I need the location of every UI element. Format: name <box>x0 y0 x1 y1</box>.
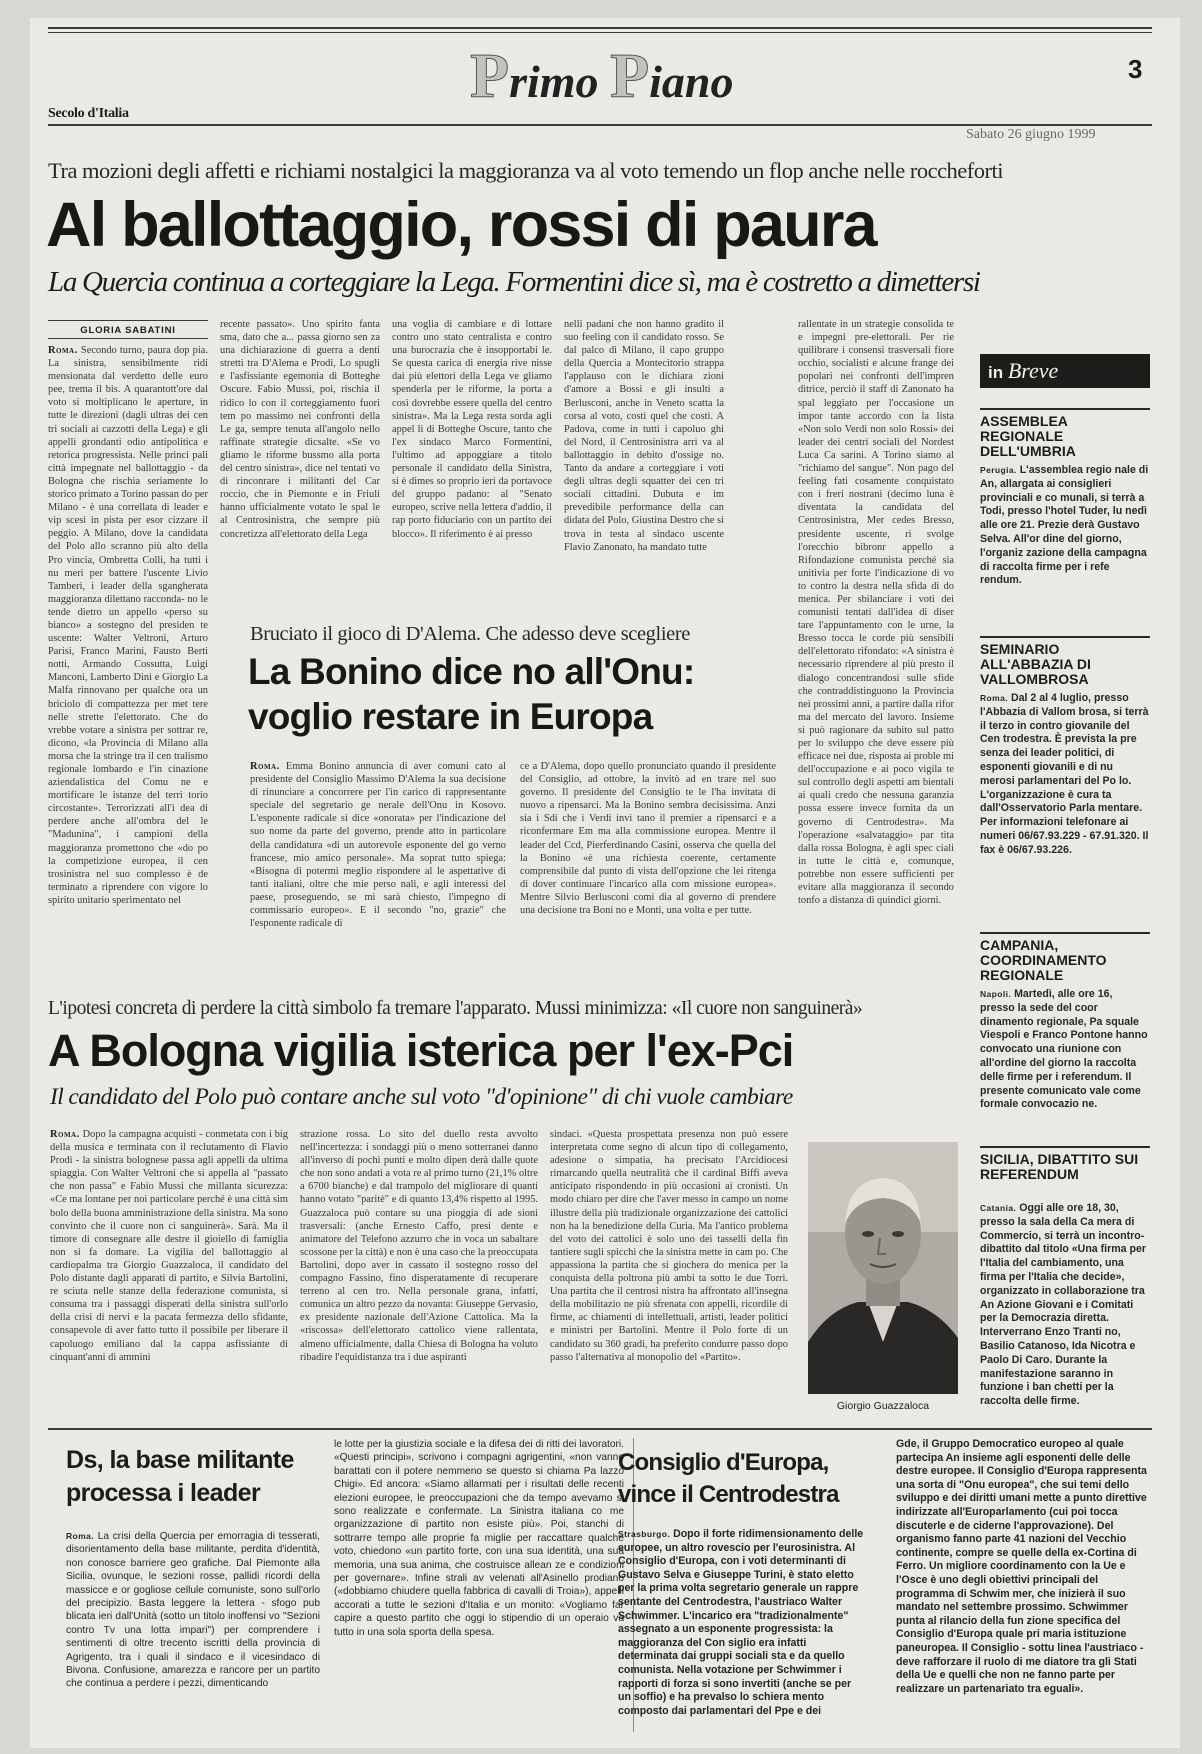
lead-headline: Al ballottaggio, rossi di paura <box>46 190 876 260</box>
section-title: Primo Piano <box>470 40 734 111</box>
lead-column-4: nelli padani che non hanno gradito il suo feeling con il candidato rosso. Se dal palco di Milano, il capo gruppo della Quercia a Montecitorio strappa l'applauso con le dichiara zioni d'amore a Bossi e gli insulti a Berlusconi, anche in Veneto scatta la corsa al voto, costi quel che costi. A Padova, come in tutti i capoluo ghi del Nord, il Centrosinistra arri va al ballottaggio in debito d'ossige no. Tanto da andare a corteggiare i voti degli ultras degli squatter dei cen tri sociali cittadini. Dubuta e im prevedibile performance della can didata del Polo, Giustina Destro che si trova in testa al sindaco uscente Flavio Zanonato, ha mandato tutte <box>564 319 724 553</box>
brief-title-umbria: ASSEMBLEA REGIONALE DELL'UMBRIA <box>980 413 1076 459</box>
paper-name: Secolo d'Italia <box>48 106 129 121</box>
lead-column-2: recente passato». Uno spirito fanta sma, dato che a... passa giorno sen za una dichiarazione di guerra a denti stretti tra D'Alema e Prodi, Lo spugli e l'asfissiante egemonia di Botteghe Oscure. Fabio Mussi, poi, rischia il ridico lo con il corteggiamento fuori tem po massimo nei confronti della Le ga, sempre tenuta all'angolo nello raffinate strategie dicsalte. «Se vo gliamo le riforme bussmo alla porta del centro sinistra», dice nel tentati vo di rinconrare i militanti del Car roccio, che in Piemonte e in Friuli hanno ufficialmente votato le spal le al Centrosinistra, che sempre più concretizza all'elettorato della Lega <box>220 319 380 540</box>
bologna-subhead: Il candidato del Polo può contare anche sul voto "d'opinione" di chi vuole cambiare <box>50 1084 793 1110</box>
lead-column-1: Roma. Secondo turno, paura dop pia. La sinistra, sensibilmente ridi mensionata dal verdetto delle euro pee, trema il bis. A quarantott'ore dal voto si moltiplicano le aperture, in tutte le direzioni (dagli ultras dei cen tri sociali ai cazzotti della Lega) e gli appelli grondanti odio antipolitica e retorica progressista. Nelle princi pali città impegnate nel ballottaggio - da Bologna che rischia seriamente lo storico primato a Torino passan do per Milano - è una correllata di leader e vip scesi in pista per esor cizzare il peggio. A Milano, dove la candidata del Polo allo scranno più alto della Pro vincia, Ombretta Colli, ha tutti i nu meri per battere l'uscente Livio Tamberi, i leader della sgangherata maggioranza dilettano racconda- no le tende dietro un appello «perso su bianco» a sostegno del presiden te uscente: Walter Veltroni, Arturo Parisi, Franco Marini, Fausto Berti notti, Armando Cossutta, Luigi Manconi, Lamberto Dini e Giorgio La Malfa rinnovano per qualche ora un briciolo di compattezza per met tere nelle strette l'elettorato. Che do vrebbe votare a sinistra per sottrar re, dicono, «la Provincia di Milano alla morsa che la stringe tra il cen tralismo regionale lombardo e l'in cinazione aziendalistica del Comu ne e mortificare le istanze del terri torio circostante». Terrorizzati all'i dea di perdere anche all'ombra del le "Madunina", i campioni della maggioranza promettono che «do po la competizione europea, il cen trosinistra nel suo complesso è de terminato a riprendere con vigore lo spirito unitario sperimentato nel <box>48 345 208 906</box>
bonino-kicker: Bruciato il gioco di D'Alema. Che adesso deve scegliere <box>250 623 690 645</box>
photo-caption: Giorgio Guazzaloca <box>836 1400 930 1412</box>
brief-rule-1 <box>980 408 1150 410</box>
bologna-column-1: Roma. Dopo la campagna acquisti - conmetata con i big della musica e terminata con il reclutamento di Flavio Prodi - la sinistra bolognese passa agli appelli da ultima spiaggia. Con Walter Veltroni che si appella al "passato che non passa" e Fabio Mussi che millanta sicurezza: «Ce ma lontane per noi particolare perché è una città sim bolo della buona amministrazione della sinistra. Ma sono convinto che il cuore non ci sanguinerà». Sarà. Ma il timore di consegnare alle destre il gioiello di famiglia non si fa domare. La vigilia del ballottaggio al cardiopalma tra Giorgio Guazzaloca, il candidato del Polo distante dagli apparati di partito, e Silvia Bartolini, re sciuta nelle stanze della federazione comunista, si consuma tra i passaggi disperati della sinistra sull'orlo della crisi di nervi e la pacata fermezza dello sfidante, consapevole di aver fatto tutto il possibile per liberare il capoluogo emiliano dal la cappa asfissiante di cinquant'anni di ammini <box>50 1129 288 1363</box>
brief-rule-4 <box>980 1146 1150 1148</box>
ds-column-2: le lotte per la giustizia sociale e la difesa dei di ritti dei lavoratori. «Questi principi», scrivono i compagni agrigentini, «non vanno barattati con il potere nemmeno se questo si chiama Pa lazzo Chigi». Ed ancora: «Siamo allarmati per i risultati delle recenti elezioni europee, le preoccupazioni che da tempo avevamo si sono realizzate e confermate. La Sinistra italiana co me organizzazione di partito non esiste più». Poi, stanchi di sottrarre tempo alle proprie fa miglie per raccattare qualche voto, chiedono «un partito forte, con una sua identità, una sua memoria, una sua anima, che costruisce allean ze e condizioni per governare». Infine strali av velenati all'Asinello prodiano («dobbiamo chiudere quella fabbrica di cavalli di Troia»), appelli accorati a tutte le sezioni d'Italia e un monito: «Vogliamo far capire a questo partito che oggi lo stipendio di un operaio va tutto in una sola sporta della spesa. <box>334 1439 624 1638</box>
briefs-label: in Breve <box>980 354 1150 388</box>
brief-title-campania: CAMPANIA, COORDINAMENTO REGIONALE <box>980 937 1107 983</box>
page-number: 3 <box>1128 54 1143 84</box>
section-initial-2: P <box>610 40 650 111</box>
bonino-headline-line1: La Bonino dice no all'Onu: <box>248 651 695 692</box>
lead-column-3: una voglia di cambiare e di lottare contro uno stato centralista e contro una burocrazia che è insopportabi le. Se questa carica di energia rive nisse dai più elettori della Lega ve gliamo spenderla per le riforme, la porta a così dovrebbe essere quella del centro sinistra». Ma la Lega resta sorda agli appel li di Botteghe Oscure, tanto che l'ex sindaco Marco Formentini, l'ultimo ad appoggiare a titolo personale il candidato della Sinistra, si è dimes so proprio ieri da portavoce del gruppo padano: al "Senato europeo, scrive nella lettera d'addio, il rap porto fiduciario con un partito dei blocco». Il riferimento è ai presso <box>392 319 552 540</box>
bologna-kicker: L'ipotesi concreta di perdere la città simbolo fa tremare l'apparato. Mussi minimizza: «Il cuore non sanguinerà» <box>48 998 863 1019</box>
bonino-column-1: Roma. Emma Bonino annuncia di aver comuni cato al presidente del Consiglio Massimo D'Alema la sua decisione di rinunciare a concorrere per l'in carico di rappresentante speciale del segretario ge nerale dell'Onu in Kosovo. L'esponente radicale si dice «onorata» per l'indicazione del suo nome da parte del governo, prende atto in particolare della candidatura «di un autorevole esponente del go verno francese, mio amico personale». Ma soprat tutto spiega: «Bisogna di potermi meglio rispondere al le aspettative di tanti italiani, oltre che mie perso nali, e agli interessi del paese, proseguendo, se mi sarà chiesto, l'impegno di commissario europeo». E il secondo "no, grazie" che l'esponente radicale di <box>250 761 506 930</box>
ds-column-1: Roma. La crisi della Quercia per emorragia di tesserati, disorientamento della base militante, perdita d'identità, non conosce barriere geo grafiche. Dal Piemonte alla Sicilia, ovunque, le sezioni rosse, pallidi ricordi della massicce e or gogliose cellule comuniste, sono sull'orlo del precipizio. Basta leggere la lettera - sfogo pub blicata ieri dall'Unità (sotto un titolo inoffensi vo "Sezioni contro Tv una lotta impari") per comprendere i sentimenti di oltre trecento iscritti della provincia di Agrigento, tra i quali il sindaco e il vicesindaco di Bivona. Confusione, amarezza e rancore per un partito che continua a perdere i pezzi, dimenticando <box>66 1531 320 1690</box>
newspaper-page <box>30 18 1180 1748</box>
bonino-column-2: ce a D'Alema, dopo quello pronunciato quando il presidente del Consiglio, ad ottobre, la invitò ad en trare nel suo governo. Il presidente del Consiglio te le l'ha invitata di nuovo a ripensarci. Ma la Bonino sembra decisissima. Anzi sia i Sdi che i Verdi invi tano il premier a ripensarci e a riconfermare Em ma alla commissione europea. Mentre il leader del Ccd, Pierferdinando Casini, osserva che quella del la Bonino «è una richiesta coerente, certamente comprensibile dal punto di vista dell'opzione che lei ritenga di dover continuare l'incarico alla com missione europea». Mentre Silvio Berlusconi comi dia al governo di prendere una decisione tra Boni no e Monti, una volta e per tutte. <box>520 761 776 917</box>
bologna-column-2: strazione rossa. Lo sito del duello resta avvolto nell'incertezza: i sondaggi più o meno sotterranei danno all'inverso di pochi punti e molto dipen derà dalle quote che non sono andati a vota re al primo turno (21,1% oltre a 6700 bianche) e dal trampolo del migliorare di quanti hanno votato "paritè" e di quanto 13,4% rispetto al 1995. Guazzaloca può contare su una pioggia di ade sioni trasversali: (anche Ernesto Caffo, presi dente e animatore del Telefono azzurro che in voca un sabaltare scossone per la città) e non è una caso che la preoccupata Bartolini, dopo aver in cassato il sostegno rosso del compagno Fassino, fino disperatamente di recuperare terreno al cen tro. Nella personale grana, infatti, comunica un altro pezzo da novanta: Giuseppe Gervasio, ex presidente nazionale dell'Azione Cattolica. Ma la «riscossa» dell'elettorato cattolico viene rallentata, almeno ufficialmente, dalla Chiesa di Bologna ha voluto ribadire l'equidistanza tra i due aspiranti <box>300 1129 538 1363</box>
consiglio-column-2: Gde, il Gruppo Democratico europeo al quale partecipa An insieme agli esponenti delle delle destre europee. Il Consiglio d'Europa rappresenta una sorta di "Onu europea", che sui temi dello sviluppo e dei diritti umani mette a punto direttive indirizzate all'Europarlamento (cui poi tocca discuterle e de ciderne l'approvazione). Del organismo fanno parte 41 nazioni del Vecchio continente, compre se quelle della ex-Cortina di Ferro. Un migliore coordinamento con la Ue e l'Osce è uno degli obiettivi principali del programma di Schwim mer, che inizierà il suo mandato nel settembre prossimo. Schwimmer punta al rilancio della fun zione specifica del Consiglio d'Europa quale pri maria istituzione paneuropea. Il Consiglio - sottu linea l'austriaco - deve rafforzare il ruolo di me diatore tra gli Stati della Ue e quelli che non ne fanno parte per realizzare un partenariato tra eguali». <box>896 1438 1147 1695</box>
masthead-rule <box>48 124 1152 126</box>
guazzaloca-photo <box>808 1142 958 1394</box>
brief-title-vallombrosa: SEMINARIO ALL'ABBAZIA DI VALLOMBROSA <box>980 641 1091 687</box>
byline-rule <box>48 320 208 321</box>
briefs-sidebar <box>980 354 1150 1438</box>
bonino-headline-line2: voglio restare in Europa <box>248 696 653 737</box>
lead-kicker: Tra mozioni degli affetti e richiami nostalgici la maggioranza va al voto temendo un flop anche nelle roccheforti <box>48 158 1004 183</box>
bologna-column-3: sindaci. «Questa prospettata presenza non può essere interpretata come segno di alcun tipo di collegamento, adesione o simpatia, ha precisato l'Arcidiocesi rimarcando quella neutralità che il cardinal Biffi aveva anticipato rispondendo in più occasioni ai cronisti. Un modo chiaro per dire che l'aver messo in campo un nome illustre della più tradizionale organizzazione dei cattolici non ha la benedizione della Curia. Ma l'antico problema del voto dei cattolici è solo uno dei tasselli della fin tantiere sugli spicchi che la sinistra mette in cam po. Che appassiona la partita che si giochera do menica per la conquista della poltrona più ambi ta sotto le due Torri. Una partita che il centrosi nistra ha affrontato all'insegna della mobilitazio ne più sfrenata con appelli, ricordile di firme, ac chiamenti di intellettuali, artisti, leader politici e ministri per Bartolini. Mentre il Polo forte di un candidato su 360 gradi, ha preferito condurre passo dopo passo l'alternativa al monopolio del «Partito». <box>550 1129 788 1363</box>
brief-text-campania: Napoli. Martedì, alle ore 16, presso la sede del coor dinamento regionale, Pa squale Viespoli e Franco Pontone hanno convocato una riunione con all'ordine del giorno la raccolta delle firme per i referendum. Il presente comunicato vale come formale convocazio ne. <box>980 988 1148 1111</box>
ds-headline-line1: Ds, la base militante <box>66 1446 294 1474</box>
top-rule <box>48 27 1152 29</box>
portrait-illustration <box>808 1142 958 1394</box>
section-initial-1: P <box>470 40 510 111</box>
brief-text-sicilia: Catania. Oggi alle ore 18, 30, presso la sala della Ca mera di Commercio, si terrà un incontro-dibattito dal titolo «Una firma per l'Italia del cambiamento, una firma per l'Italia che decide», organizzato in collaborazione tra An Azione Giovani e i Comitati per la Democrazia diretta. Interverrano Enzo Tranti no, Basilio Catanoso, Ida Nicotra e Paolo Di Caro. Durante la manifestazione saranno in funzione i ban chetti per la raccolta delle firme. <box>980 1202 1146 1408</box>
bologna-headline: A Bologna vigilia isterica per l'ex-Pci <box>48 1025 794 1076</box>
lead-column-5: rallentate in un strategie consolida te e impegni pre-elettorali. Per rie quilibrare i consensi trasversali fiore occhio, socialisti e alcune frange dei popolari nei confronti dell'impren ditrice, perciò il staff di Zanonato ha spal leggiato per l'occasione un impor tante accordo con la lista «Non solo Verdi non solo Rossi» dei leader dei centri sociali del Nordest Luca Ca sarini. A Torino siamo al "richiamo del sangue". Non pago del feeling fati cosamente conquistato con i freri nostrani (decimo luna è diventata la candidata del Centrosinistra, Mer cedes Bresso, presidente uscente, ri svolge l'orecchio bibronr appello a Rifondazione comunista perché sia unitivia per forte l'indicazione di vo to contro la destra nella sfida di do menica. Per sbilanciare i voti dei comunisti tentati dall'idea di diser tare l'appuntamento con le urne, la Bresso tocca le corde più sensibili dell'elettorato rifondato: «A sinistra è necessario riprendere al più presto il dialogo concentrandosi sulle sfide che contraddistinguono la Provincia nei prossimi anni, a partire dalla rifor ma del mercato del lavoro. Insieme si può ragionare da subito sul patto per lo sviluppo che deve essere più efficace nei due, risposta ai proble mi dell'occupazione e ai poco vigila te sul controllo degli aspetti am bientali ai quali credo che nessuna garanzia possa essere invece fornita da un governo di Centrodestra». Ma l'operazione «salvataggio» par tita dalla rossa Bologna, è agli spec ciali in tutte le città e, comunque, potrebbe non essere sufficienti per evitare alla maggioranza il secondo tonfo a distanza di quindici giorni. <box>798 319 954 907</box>
brief-title-sicilia: SICILIA, DIBATTITO SUI REFERENDUM <box>980 1151 1139 1182</box>
brief-rule-2 <box>980 636 1150 638</box>
consiglio-headline-line1: Consiglio d'Europa, <box>618 1449 829 1476</box>
issue-date: Sabato 26 giugno 1999 <box>966 127 1096 142</box>
brief-text-umbria: Perugia. L'assemblea regio nale di An, allargata ai consiglieri provinciali e co munali, si terrà a Todi, presso l'hotel Tuder, lu nedì alle ore 21. Prezie derà Gustavo Selva. All'or dine del giorno, l'organiz zazione della campagna di raccolta firme per i refe rendum. <box>980 464 1149 587</box>
brief-rule-3 <box>980 932 1150 934</box>
byline-rule-bottom <box>48 338 208 339</box>
top-rule-thin <box>48 32 1152 33</box>
bottom-section-rule <box>48 1428 1152 1430</box>
ds-headline-line2: processa i leader <box>66 1479 261 1507</box>
brief-text-vallombrosa: Roma. Dal 2 al 4 luglio, presso l'Abbazia di Vallom brosa, si terrà il terzo in contro giovanile del Cen trodestra. È prevista la pre senza dei leader politici, di esponenti giovanili e di nu merosi parlamentari del Po lo. L'organizzazione è cura ta dall'Osservatorio Parla mentare. Per informazioni telefonare ai numeri 06/67.93.229 - 67.91.320. Il fax è 06/67.93.226. <box>980 692 1149 856</box>
consiglio-column-1: Strasburgo. Dopo il forte ridimensionamento delle europee, un altro rovescio per l'eurosinistra. Al Consiglio d'Europa, con i voti determinanti di Gustavo Selva e Giuseppe Turini, è stato eletto per la prima volta segretario generale un rappre sentante del Centrodestra, l'austriaco Walter Schwimmer. L'incarico era "tradizionalmente" assegnato a un esponente progressista: la maggioranza del Con siglio era infatti determinata dai gruppi sociali sta e da quello comunista. Nella votazione per Schwimmer i rapporti di forza si sono invertiti (anche se per un soffio) e ha prevalso lo schiera mento composto dai parlamentari del Ppe e dei <box>618 1528 864 1717</box>
lead-byline: GLORIA SABATINI <box>80 325 176 336</box>
consiglio-headline-line2: vince il Centrodestra <box>618 1481 839 1508</box>
lead-subhead: La Quercia continua a corteggiare la Lega. Formentini dice sì, ma è costretto a dimettersi <box>48 266 980 298</box>
